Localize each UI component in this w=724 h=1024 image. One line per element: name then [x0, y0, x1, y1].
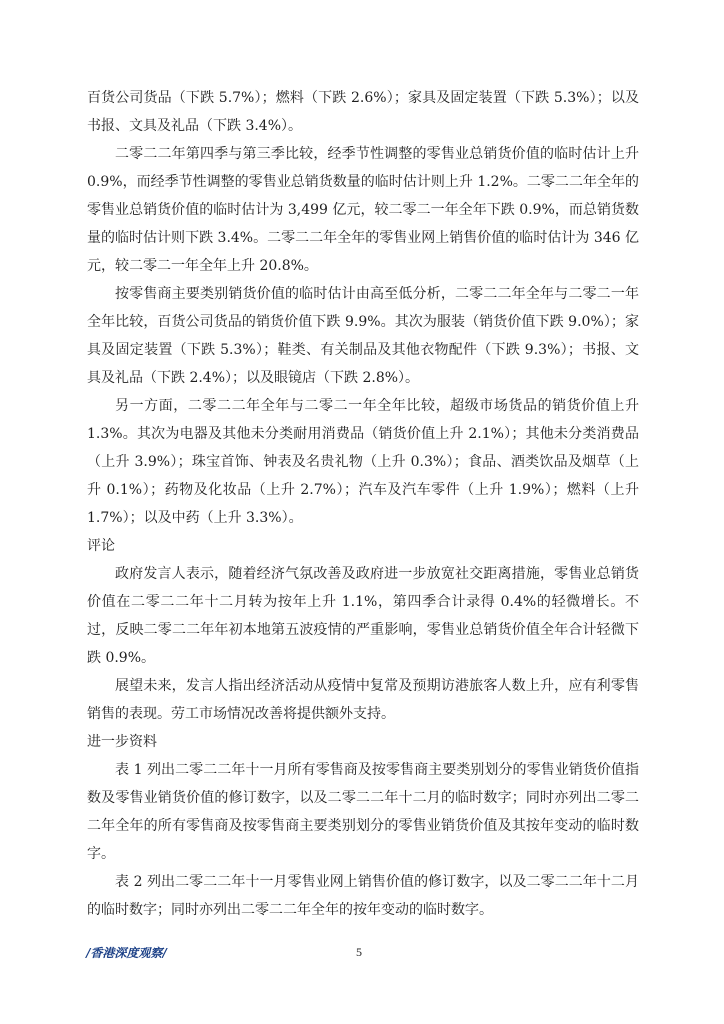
paragraph-table-2: 表 2 列出二零二二年十一月零售业网上销售价值的修订数字，以及二零二二年十二月的临时数字；同时亦列出二零二二年全年的按年变动的临时数字。: [87, 874, 639, 918]
paragraph-government-comment: 政府发言人表示，随着经济气氛改善及政府进一步放宽社交距离措施，零售业总销货价值在二零二二年十二月转为按年上升 1.1%，第四季合计录得 0.4%的轻微增长。不过，反映二零二二年年初本地第五波疫情的严重影响，零售业总销货价值全年合计轻微下跌 0.9%。: [87, 566, 639, 666]
paragraph-table-1: 表 1 列出二零二二年十一月所有零售商及按零售商主要类别划分的零售业销货价值指数及零售业销货价值的修订数字，以及二零二二年十二月的临时数字；同时亦列出二零二二年全年的所有零售商及按零售商主要类别划分的零售业销货价值及其按年变动的临时数字。: [87, 762, 639, 862]
footer-brand: /香港深度观察/: [86, 946, 167, 960]
paragraph-q4-and-annual-estimates: 二零二二年第四季与第三季比较，经季节性调整的零售业总销货价值的临时估计上升 0.9%，而经季节性调整的零售业总销货数量的临时估计则上升 1.2%。二零二二年全年的零售业总销货价值的临时估计为 3,499 亿元，较二零二一年全年下跌 0.9%，而总销货数量的临时估计则下跌 3.4%。二零二二年全年的零售业网上销售价值的临时估计为 346 亿元，较二零二一年全年上升 20.8%。: [87, 146, 639, 274]
body-text: [87, 84, 639, 924]
page-number: 5: [356, 945, 362, 959]
section-heading-comment: 评论: [87, 538, 115, 554]
section-heading-further-information: 进一步资料: [87, 734, 157, 750]
paragraph-outlook: 展望未来，发言人指出经济活动从疫情中复常及预期访港旅客人数上升，应有利零售销售的表现。劳工市场情况改善将提供额外支持。: [87, 678, 639, 722]
paragraph-category-declines: 按零售商主要类别销货价值的临时估计由高至低分析，二零二二年全年与二零二一年全年比较，百货公司货品的销货价值下跌 9.9%。其次为服装（销货价值下跌 9.0%）；家具及固定装置（下跌 5.3%）；鞋类、有关制品及其他衣物配件（下跌 9.3%）；书报、文具及礼品（下跌 2.4%）；以及眼镜店（下跌 2.8%）。: [87, 286, 639, 386]
paragraph-category-increases: 另一方面，二零二二年全年与二零二一年全年比较，超级市场货品的销货价值上升 1.3%。其次为电器及其他未分类耐用消费品（销货价值上升 2.1%）；其他未分类消费品（上升 3.9%）；珠宝首饰、钟表及名贵礼物（上升 0.3%）；食品、酒类饮品及烟草（上升 0.1%）；药物及化妆品（上升 2.7%）；汽车及汽车零件（上升 1.9%）；燃料（上升 1.7%）；以及中药（上升 3.3%）。: [87, 398, 639, 526]
paragraph-retail-declines-continued: 百货公司货品（下跌 5.7%）；燃料（下跌 2.6%）；家具及固定装置（下跌 5.3%）；以及书报、文具及礼品（下跌 3.4%）。: [87, 90, 639, 134]
